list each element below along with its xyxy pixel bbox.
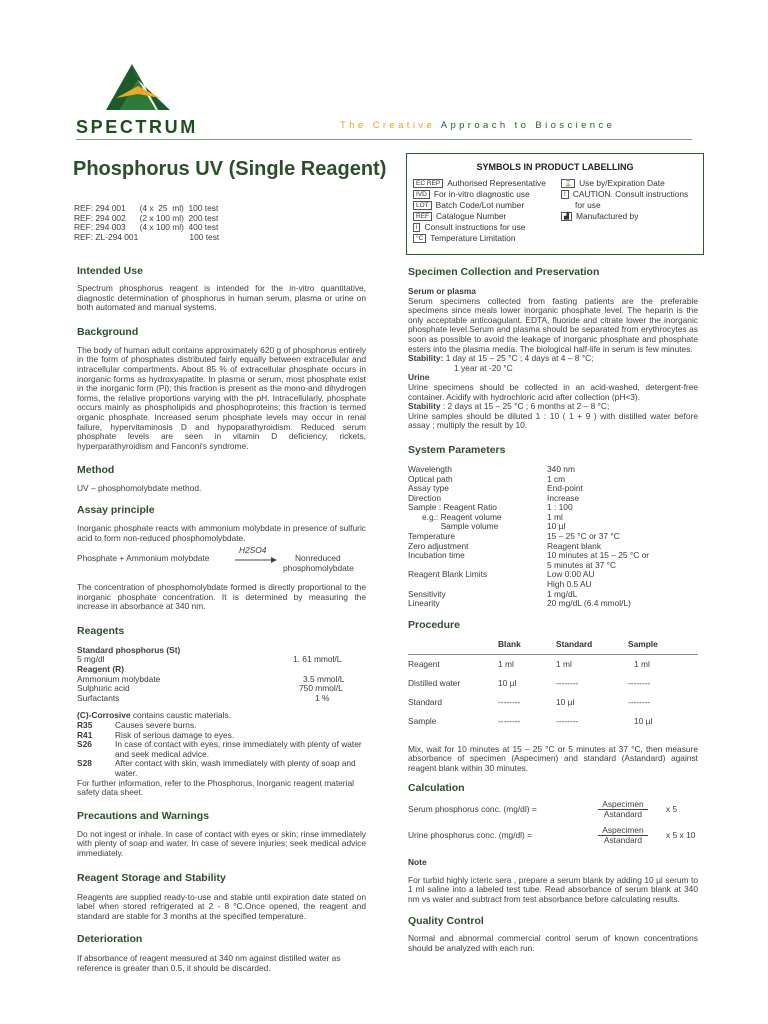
table-row: Sample -------- -------- 10 µl: [408, 716, 653, 727]
ref-list: [74, 204, 219, 242]
calc-serum: Serum phosphorus conc. (mg/dl) = $\frac{\text{Aspecimen}}{\text{Astandard}}$ x 5: [408, 798, 678, 820]
urine-dilution-text: Urine samples should be diluted 1 : 10 ( 1 + 9 ) with distilled water before assay ; multiply the result by 10.: [408, 410, 698, 431]
hourglass-icon: ⌛: [561, 179, 575, 188]
header-rule: [76, 139, 692, 140]
deterioration-text: If absorbance of reagent measured at 340 nm against distilled water as reference is greater than 0.5, it should be discarded.: [77, 953, 341, 973]
stability-urine: Stability : 2 days at 15 – 25 °C ; 6 months at 2 – 8 °C;: [408, 401, 610, 412]
symbols-title: SYMBOLS IN PRODUCT LABELLING: [476, 162, 634, 172]
caution-icon: !: [561, 190, 569, 199]
section-heading: System Parameters: [408, 443, 506, 456]
serum-title: Serum or plasma: [408, 286, 476, 296]
assay-text: Inorganic phosphate reacts with ammonium molybdate in presence of sulfuric acid to form non-reduced phosphomolybdate.: [77, 522, 366, 543]
mix-text: Mix, wait for 10 minutes at 15 – 25 °C or 5 minutes at 37 °C, then measure absorbance of specimen (Aspecimen) and standard (Astandard) against reagent blank within 30 minutes.: [408, 743, 698, 773]
info-book-icon: i: [413, 223, 420, 232]
section-heading: Background: [77, 325, 139, 338]
section-heading: Specimen Collection and Preservation: [408, 266, 600, 278]
serum-text: Serum specimens collected from fasting patients are the preferable specimens since meals lower inorganic phosphate level. The heparin is the only acceptable anticoagulant. EDTA, fluoride and citrate lower the inorganic phosphate level.Serum and plasma should be separated from erythrocytes as soon as possible to avoid the leakage of inorganic phosphate and phosphate esters into the plasma media. The biological half-life in serum is few minutes.: [408, 295, 698, 354]
table-header-row: Blank Standard Sample: [498, 639, 658, 650]
standard-title: Standard phosphorus (St): [77, 644, 181, 655]
thermometer-icon: °C: [413, 234, 426, 243]
method-text: UV – phosphomolybdate method.: [77, 483, 202, 494]
catalyst-label: H2SO4: [239, 545, 267, 556]
right-column: Specimen Collection and Preservation Serum or plasma Serum specimens collected from fasting patients are the preferable specimens since meals lower inorganic phosphate level. The heparin is the only acceptable anticoagulant. EDTA, fluoride and citrate lower the inorganic phosphate level.Serum and plasma should be separated from erythrocytes as soon as possible to avoid the leakage of inorganic phosphate and phosphate esters into the plasma media. The biological half-life in serum is few minutes. Stability: 1 day at 15 – 25 °C ; 4 days at 4 – 8 °C; 1 year at -20 °C Urine Urine specimens should be collected in an acid-washed, detergent-free container. Acidify with hydrochloric acid after collection (pH<3). Stability : 2 days at 15 – 25 °C ; 6 months at 2 – 8 °C; Urine samples should be diluted 1 : 10 ( 1 + 9 ) with distilled water before assay ; multiply the result by 10. System Parameters Wavelength 340 nm Optical path 1 cm Assay type End-point Direction Increase Sample : Reagent Ratio 1 : 100 e.g.: Reagent volume 1 ml Sample volume 10 µl Temperature 15 – 25 °C or 37 °C Zero adjustment Reagent blank Incubation time 10 minutes at 15 – 25 °C or 5 minutes at 37 °C Reagent Blank Limits Low 0.00 AU High 0.5 AU Sensitivity 1 mg/dL Linearity 20 mg/dL (6.4 mmol/L) Procedure Blank Standard Sample Reagent 1 ml 1 ml 1 ml Distilled water 10 µl -------- -------- Standard -------- 10 µl -------- Sample -------- -------- 10 µl Mix, wait for 10 minutes at 15 – 25 °C or 5 minutes at 37 °C, then measure absorbance of specimen (Aspecimen) and standard (Astandard) against reagent blank within 30 minutes. Calculation Serum phosphorus conc. (mg/dl) = $\frac{\text{Aspecimen}}{\text{Astandard}}$ x 5 Urine phosphorus conc. (mg/dl) = $\frac{\text{Aspecimen}}{\text{Astandard}}$ x 5 x 10 Note For turbid highly icteric sera , prepare a serum blank by adding 10 µl serum to 1 ml saline into a labeled test tube. Read absorbance of serum blank at 340 nm vs water and subtract from test absorbance before calculating results. Quality Control Normal and abnormal commercial control serum of known concentrations should be analyzed with each run.: [408, 266, 698, 953]
section-heading: Quality Control: [408, 915, 484, 928]
section-heading: Deterioration: [77, 933, 143, 946]
urine-text: Urine specimens should be collected in an acid-washed, detergent-free container. Acidify with hydrochloric acid after collection (pH<3).: [408, 381, 698, 402]
section-heading: Procedure: [408, 618, 460, 631]
corrosive-note: (C)-Corrosive contains caustic materials.: [77, 710, 232, 721]
calc-urine: Urine phosphorus conc. (mg/dl) = $\frac{\text{Aspecimen}}{\text{Astandard}}$ x 5 x 10: [408, 824, 696, 846]
intended-use-text: Spectrum phosphorus reagent is intended for the in-vitro quantitative, diagnostic determination of phosphorus in human serum, plasma or urine on both automated and manual systems.: [77, 283, 366, 313]
lot-icon: LOT: [413, 201, 432, 210]
section-heading: Method: [77, 464, 115, 477]
table-row: Standard -------- 10 µl --------: [408, 697, 651, 708]
background-text: The body of human adult contains approximately 620 g of phosphorus entirely in the form of phosphates distributed fairly equally between extracellular and intracellular compartments. About 85 % of extracellular phosphate occurs in inorganic forms as hydroxyapatite. In plasma or serum, most phosphate exist in the inorganic form (Pi); this fraction is present as the mono-and dihydrogen forms, the relative proportions varying with the pH. Intracellularly, phosphate occurs mainly as phospholipids and phosphoproteins; this fraction is termed organic phosphate. Increased serum phosphate levels may occur in renal failure, hypervitaminosis D and hypoparathyroidism. Reduced serum phosphate levels are seen in vitamin D deficiency, rickets, hyperparathyroidism and Fanconi's syndrome.: [77, 344, 366, 451]
assay-text-2: The concentration of phosphomolybdate formed is directly proportional to the inorganic phosphate concentration. It is determined by measuring the increase in absorbance at 340 nm.: [77, 582, 366, 612]
symbols-right-list: ⌛ Use by/Expiration Date ! CAUTION. Consult instructions for use ▟ Manufactured by: [561, 178, 688, 222]
qc-text: Normal and abnormal commercial control serum of known concentrations should be analyzed with each run.: [408, 933, 698, 953]
ivd-icon: IVD: [413, 190, 430, 199]
ref-line: REF: 294 003 (4 x 100 ml) 400 test: [74, 222, 219, 233]
reaction-equation: Phosphate + Ammonium molybdate H2SO4 Nonreduced phosphomolybdate: [77, 545, 354, 574]
symbols-left-list: EC REP Authorised Representative IVD For in-vitro diagnostic use LOT Batch Code/Lot number REF Catalogue Number i Consult instructions for use °C Temperature Limitation: [413, 178, 546, 244]
stability-serum: Stability: 1 day at 15 – 25 °C ; 4 days at 4 – 8 °C;: [408, 353, 594, 364]
symbols-box: [406, 153, 704, 255]
table-row: Reagent 1 ml 1 ml 1 ml: [408, 654, 698, 674]
section-heading: Calculation: [408, 781, 465, 794]
ec-rep-icon: EC REP: [413, 179, 443, 188]
brand-name: SPECTRUM: [76, 117, 198, 137]
ref-line: REF: ZL-294 001 100 test: [74, 231, 220, 242]
left-column: Intended Use Spectrum phosphorus reagent is intended for the in-vitro quantitative, diagnostic determination of phosphorus in human serum, plasma or urine on both automated and manual systems. Background The body of human adult contains approximately 620 g of phosphorus entirely in the form of phosphates distributed fairly equally between extracellular and intracellular compartments. About 85 % of extracellular phosphate occurs in inorganic forms as hydroxyapatite. In plasma or serum, most phosphate exist in the inorganic form (Pi); this fraction is present as the mono-and dihydrogen forms, the relative proportions varying with the pH. Intracellularly, phosphate occurs mainly as phospholipids and phosphoproteins; this fraction is termed organic phosphate. Increased serum phosphate levels may occur in renal failure, hypervitaminosis D and hypoparathyroidism. Reduced serum phosphate levels are seen in vitamin D deficiency, rickets, hyperparathyroidism and Fanconi's syndrome. Method UV – phosphomolybdate method. Assay principle Inorganic phosphate reacts with ammonium molybdate in presence of sulfuric acid to form non-reduced phosphomolybdate. Phosphate + Ammonium molybdate H2SO4 Nonreduced phosphomolybdate The concentration of phosphomolybdate formed is directly proportional to the inorganic phosphate concentration. It is determined by measuring the increase in absorbance at 340 nm. Reagents Standard phosphorus (St) 5 mg/dl 1. 61 mmol/L Reagent (R) Ammonium molybdate 3.5 mmol/L Sulphuric acid 750 mmol/L Surfactants 1 % (C)-Corrosive contains caustic materials. R35 Causes severe burns. R41 Risk of serious damage to eyes. S26 In case of contact with eyes, rinse immediately with plenty of water and seek medical advice. S28 After contact with skin, wash immediately with plenty of soap and water. For further information, refer to the Phosphorus, Inorganic reagent material safety data sheet. Precautions and Warnings Do not ingest or inhale. In case of contact with eyes or skin; rinse immediately with plenty of soap and water. In case of severe injuries; seek medical advice immediately. Reagent Storage and Stability Reagents are supplied ready-to-use and stable until expiration date stated on label when stored refrigerated at 2 - 8 °C.Once opened, the reagent and standard are stable for 3 months at the specified temperature. Deterioration If absorbance of reagent measured at 340 nm against distilled water as reference is greater than 0.5, it should be discarded.: [77, 265, 366, 973]
note-text: For turbid highly icteric sera , prepare a serum blank by adding 10 µl serum to 1 ml saline into a labeled test tube. Read absorbance of serum blank at 340 nm vs water and subtract from test absorbance before calculating results.: [408, 874, 698, 904]
procedure-table: [408, 635, 698, 731]
tagline: The Creative Approach to Bioscience: [340, 120, 616, 131]
precautions-text: Do not ingest or inhale. In case of contact with eyes or skin; rinse immediately with plenty of soap and water. In case of severe injuries; seek medical advice immediately.: [77, 828, 366, 858]
section-heading: Reagents: [77, 624, 125, 637]
ref-icon: REF: [413, 212, 432, 221]
storage-text: Reagents are supplied ready-to-use and stable until expiration date stated on label when stored refrigerated at 2 - 8 °C.Once opened, the reagent and standard are stable for 3 months at the specified temperature.: [77, 891, 366, 921]
ref-line: REF: 294 001 (4 x 25 ml) 100 test: [74, 203, 219, 213]
further-info: For further information, refer to the Phosphorus, Inorganic reagent material safety data sheet.: [77, 777, 354, 798]
section-heading: Assay principle: [77, 503, 155, 516]
reagent-r-title: Reagent (R): [77, 664, 124, 675]
section-heading: Intended Use: [77, 265, 143, 277]
reaction-arrow-icon: [235, 557, 277, 563]
ref-line: REF: 294 002 (2 x 100 ml) 200 test: [74, 212, 219, 223]
section-heading: Precautions and Warnings: [77, 809, 210, 822]
spectrum-logo: [106, 64, 170, 114]
system-parameters: Wavelength 340 nm Optical path 1 cm Assay type End-point Direction Increase Sample : Reagent Ratio 1 : 100 e.g.: Reagent volume 1 ml Sample volume 10 µl Temperature 15 – 25 °C or 37 °C Zero adjustment Reagent blank Incubation time 10 minutes at 15 – 25 °C or 5 minutes at 37 °C Reagent Blank Limits Low 0.00 AU High 0.5 AU Sensitivity 1 mg/dL Linearity 20 mg/dL (6.4 mmol/L): [408, 463, 650, 609]
factory-icon: ▟: [561, 212, 572, 221]
table-row: Distilled water 10 µl -------- --------: [408, 678, 651, 689]
note-title: Note: [408, 856, 427, 867]
section-heading: Reagent Storage and Stability: [77, 871, 226, 884]
urine-title: Urine: [408, 372, 430, 383]
page-title: Phosphorus UV (Single Reagent): [73, 158, 387, 180]
